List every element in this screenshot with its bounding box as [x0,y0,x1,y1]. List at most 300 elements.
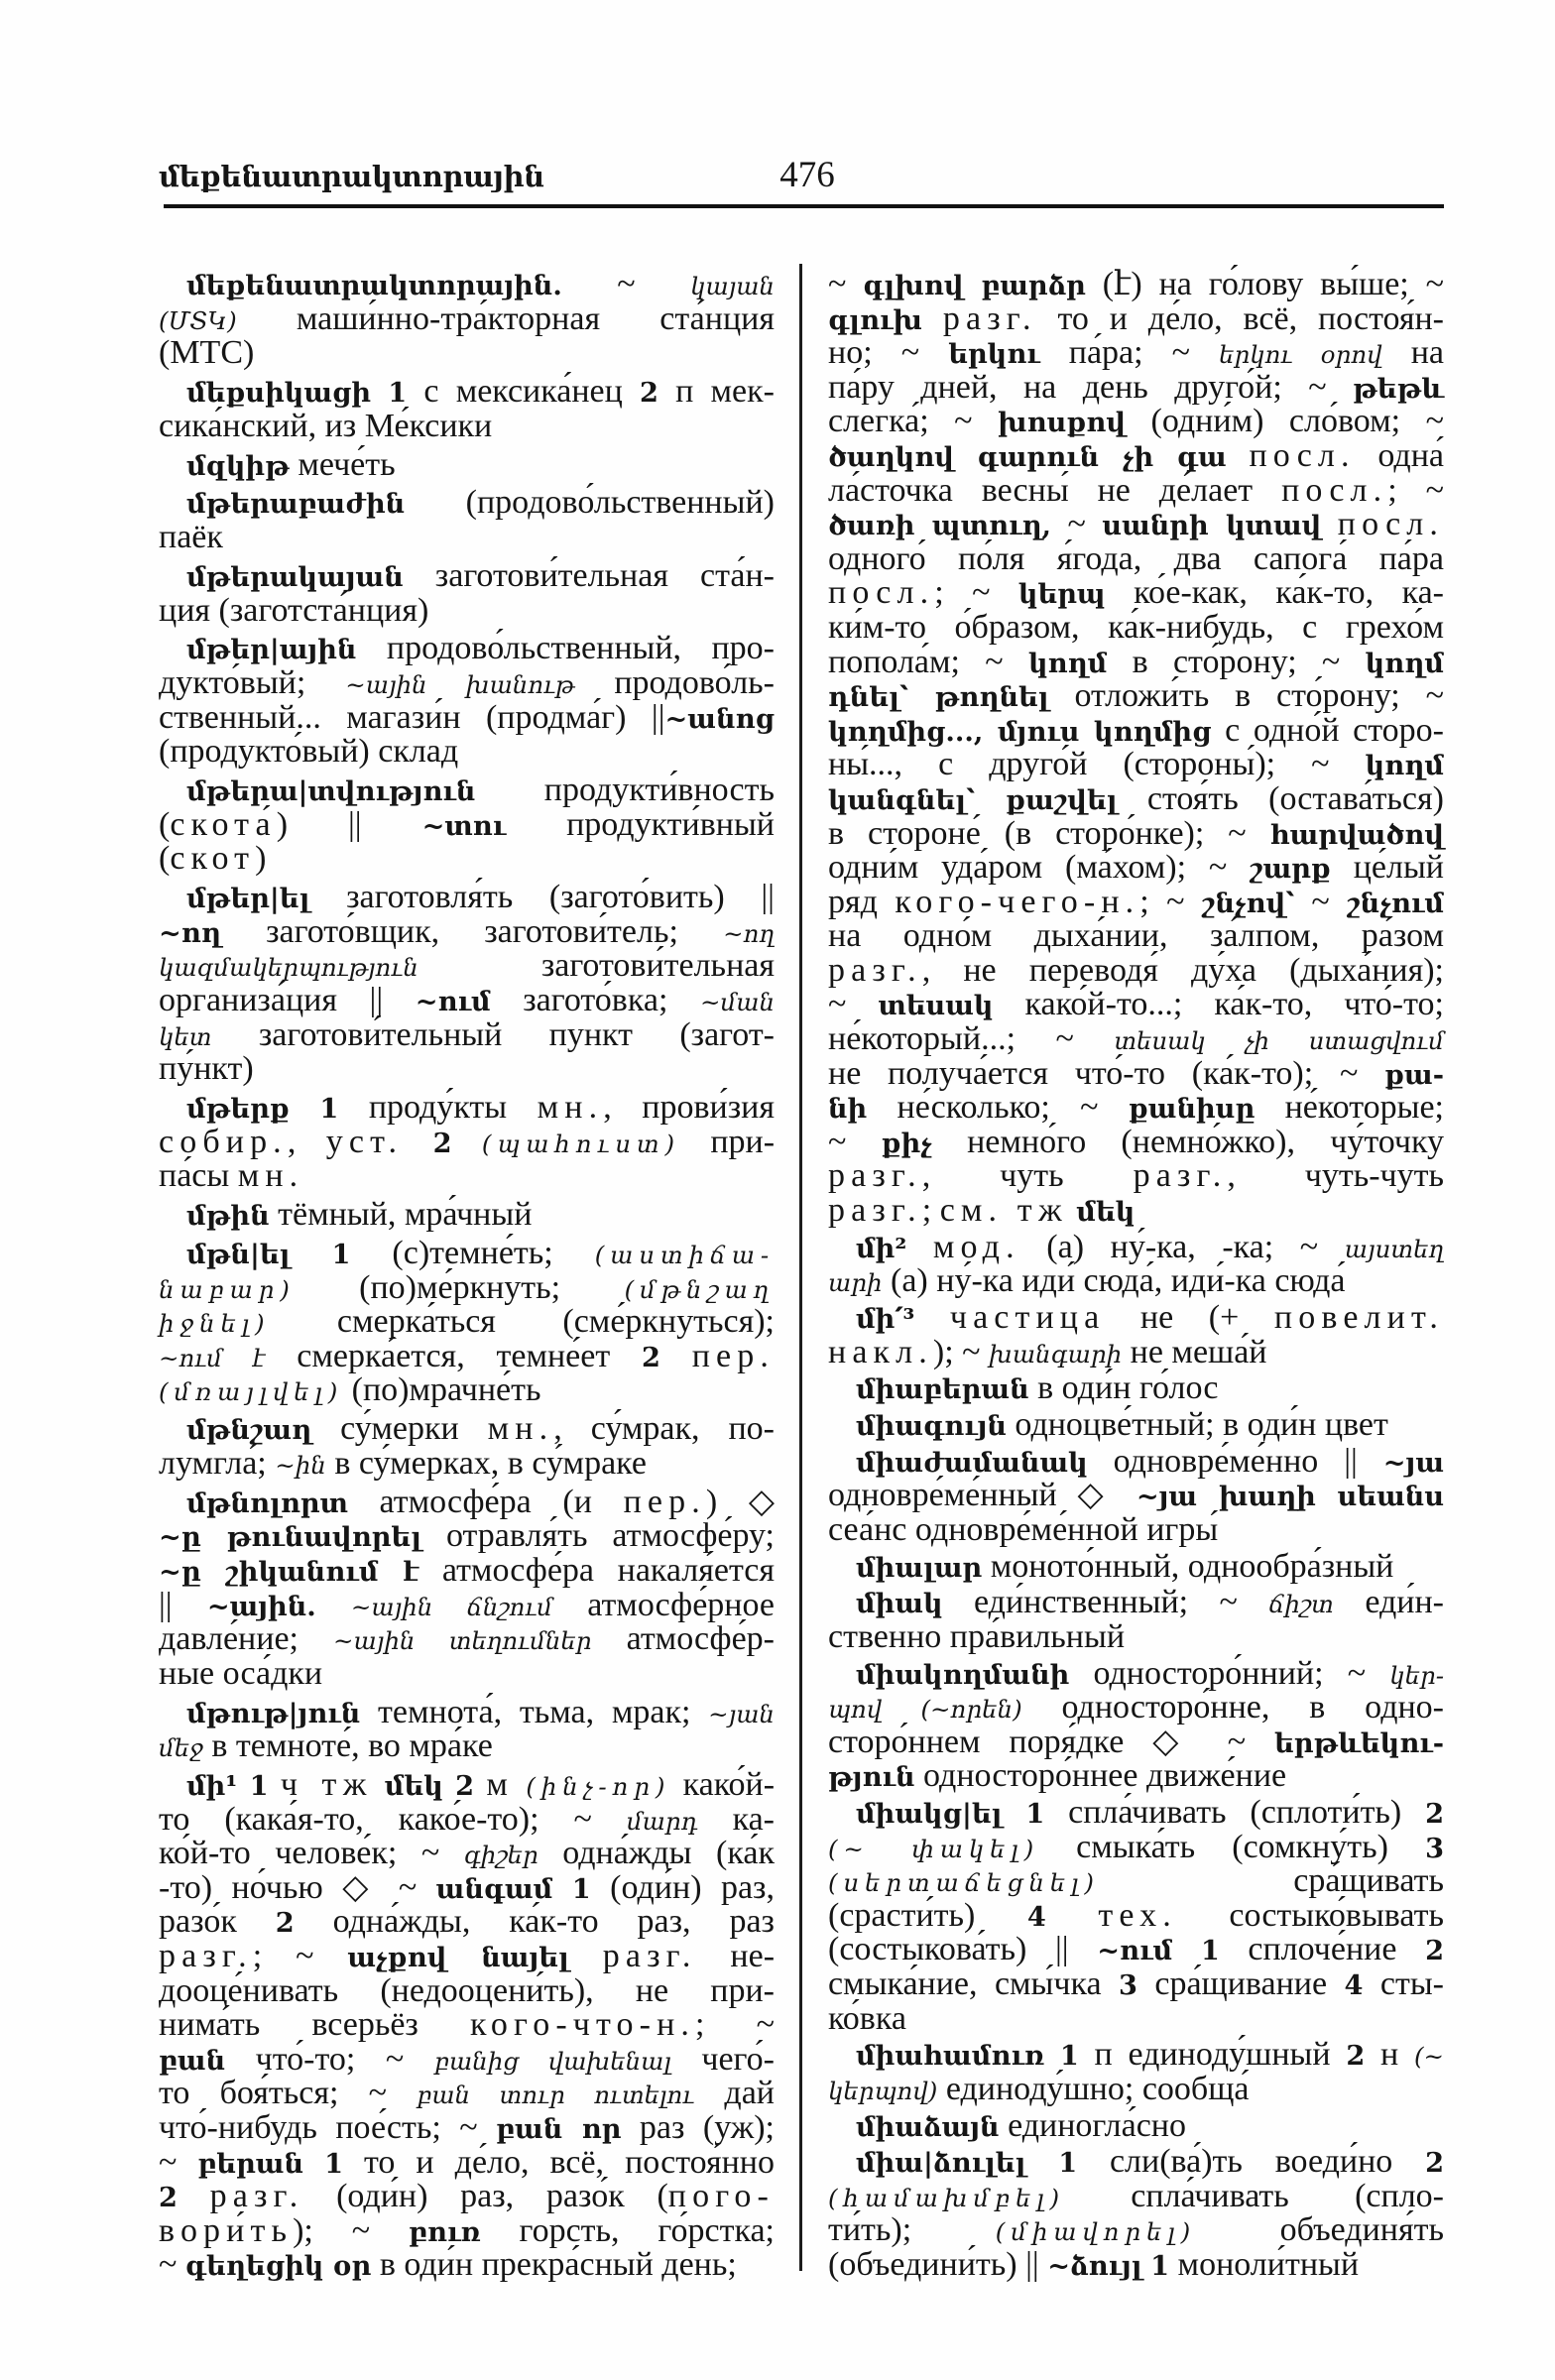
bold-term: բան որ [496,2113,622,2146]
headword: մթեր|ել [186,883,310,915]
definition-text: сли(ва́)ть воеди́но [1077,2143,1426,2181]
definition-text: су́мерки [311,1410,488,1448]
label-abbreviation: тех. [1098,1896,1177,1934]
headword: մթերակայան [186,560,404,593]
entry-line [159,1940,775,1974]
dictionary-entry [828,1547,1444,1585]
label-abbreviation: кого-что-н. [469,2006,696,2044]
header-rule [164,204,1444,208]
bold-term: գեղեցիկ օր [184,2250,372,2283]
entry-line [159,2248,775,2283]
headword: մեքենատրակտորային. [186,270,562,301]
definition-text: п мек- [658,373,775,411]
bold-term: երկու [948,338,1040,371]
definition-text: организа́ция || [159,981,416,1018]
bold-term: կանգնել՝ քաշվել [828,783,1118,816]
definition-text: одна́жды, ка́к-то раз, раз [294,1903,775,1941]
entry-line [828,1617,1444,1655]
dictionary-entry [828,1228,1445,1300]
entry-line [159,556,775,594]
label-abbreviation: пер. [623,1483,706,1520]
definition-text: (МТС) [159,334,255,372]
definition-text: (а) ну́-ка, -ка; ~ [1019,1228,1345,1265]
definition-text: горсть, го́рстка; [480,2211,775,2249]
headword: միակողմանի [856,1658,1070,1691]
entry-line [159,336,775,371]
entry-line [828,2106,1444,2144]
definition-text: паёк [159,519,223,556]
definition-text: то и де́ло, всё, постоя́нно [342,2143,775,2181]
definition-text [922,300,943,337]
headword: միակ [856,1588,943,1620]
definition-text [906,1229,933,1265]
definition-text: ; [921,1192,940,1230]
entry-line [828,1301,1444,1336]
definition-text: ( [159,805,171,843]
bold-term: աչքով նայել [347,1942,569,1974]
armenian-example: (սերտաճեցնել) [828,1868,1100,1898]
definition-text: ны́..., с друго́й (стороны́); ~ [828,746,1366,783]
definition-text: ) [255,840,267,878]
armenian-example: կազմակերպություն [159,953,419,983]
definition-text: мече́ть [289,445,396,483]
definition-text: давле́ние; [159,1620,334,1658]
definition-text: заготовля́ть (загото́вить) || [309,879,775,916]
definition-text: (состыкова́ть) || [828,1931,1098,1968]
definition-text: , чуть-чуть [1227,1157,1444,1195]
entry-line [828,1723,1444,1760]
entry-line [828,299,1444,337]
definition-text: в сто́рону; ~ [1107,643,1366,680]
entry-line [159,2040,775,2078]
entry-line [159,1654,775,1692]
label-abbreviation: мн. [237,1157,304,1195]
entry-line [159,805,775,843]
entry-line [159,1693,775,1730]
definition-text: единогла́сно [999,2106,1186,2144]
definition-text: ); ~ [932,1333,990,1370]
dictionary-entry [828,268,1444,1229]
definition-text: (объедини́ть) || [828,2245,1048,2283]
bold-term: ծաղկով գարուն չի գա [828,440,1227,473]
dictionary-entry [828,1793,1445,2037]
column-divider [799,264,802,2271]
definition-text: односторо́нний; ~ [1069,1654,1390,1692]
entry-line [828,2213,1444,2248]
definition-text [1046,1897,1099,1934]
definition-text: не́сколько; ~ [867,1089,1129,1127]
definition-text: слегка́; ~ [828,403,999,440]
label-abbreviation: разг. [828,1192,922,1230]
bold-term: նի [828,1093,868,1126]
armenian-example: (ՄՏԿ) [159,305,237,335]
right-column [828,268,1444,2283]
label-abbreviation: мод. [932,1228,1020,1265]
entry-line [159,1052,775,1087]
entry-line [828,1864,1444,1899]
entry-line [828,1091,1444,1126]
headword: միակց|ել [856,1797,1003,1830]
definition-text [569,1938,603,1974]
definition-text: с мексика́нец [407,373,641,411]
entry-line [828,1759,1444,1794]
definition-text [443,1766,455,1803]
bold-term: դնել՝ թողնել [828,681,1049,714]
definition-text: пу́нкт) [159,1050,254,1088]
armenian-example: ~ում է [159,1343,266,1372]
headword: միալար [856,1551,983,1584]
label-abbreviation: см. тж [939,1192,1068,1230]
entry-line [828,539,1444,577]
entry-line [828,608,1444,646]
entry-line [828,1793,1445,1831]
definition-text: односторо́нне, в одно- [1021,1689,1445,1726]
definition-text: ( [159,840,171,878]
bold-term: կողմ [1027,647,1108,679]
definition-text [316,1587,351,1623]
bold-term: 2 [159,2182,178,2214]
bold-term: 2 [1346,2040,1366,2073]
bold-term: բերան [197,2147,304,2180]
headword: մթերա|տվություն [186,775,476,808]
definition-text: при- [679,1123,776,1160]
armenian-example: ~ման [699,987,775,1016]
entry-line [159,1198,775,1233]
entry-line [828,2070,1444,2107]
armenian-example: (մռայլվել) [159,1377,344,1407]
definition-text: ла́сточка весны́ не де́лает [828,471,1282,509]
entry-line [159,1800,775,1838]
entry-line [159,486,775,521]
armenian-example: (~ [1413,2042,1445,2072]
dictionary-entry [828,1405,1444,1443]
headword: միա|ձուլել [856,2147,1026,2180]
bold-term: 1 [1058,2147,1078,2180]
entry-line [828,1999,1444,2037]
entry-line [828,2145,1444,2180]
definition-text: ственно пра́вильный [828,1617,1126,1655]
definition-text: не́который...; ~ [828,1020,1115,1058]
entry-line [828,368,1444,406]
dictionary-entry [828,1586,1444,1654]
definition-text: проду́кты [338,1089,538,1127]
entry-line [828,679,1444,714]
dictionary-entry [159,1237,775,1408]
entry-line [828,951,1444,989]
bold-term: 1 [324,2147,343,2180]
armenian-example: ~ային տեղումներ [333,1626,592,1656]
entry-line [828,1691,1444,1726]
headword: մի՛³ [856,1303,915,1335]
definition-text: одни́м уда́ром (ма́хом); ~ [828,849,1251,887]
definition-text: на [1381,334,1445,372]
definition-text: в су́мерках, в су́мраке [325,1444,647,1482]
label-abbreviation: скота́ [170,805,277,843]
entry-line [159,1444,775,1482]
definition-text: продукти́вность [475,772,775,809]
label-abbreviation: вори́ть [159,2211,294,2249]
entry-line [828,711,1445,749]
headword: միահամուռ [856,2040,1045,2073]
label-abbreviation: ч тж [280,1766,373,1804]
bold-term: շարք [1250,853,1331,886]
definition-text: атмосфе́ра накаля́ется [419,1551,775,1589]
entry-line [828,2177,1444,2214]
definition-text: с одно́й сторо- [1211,711,1445,749]
entry-line [828,2038,1444,2073]
definition-text: ~ [561,266,691,302]
entry-line [159,1868,775,1906]
armenian-example: ~ային խանութ [345,670,575,700]
bold-term: երթևեկու- [1274,1726,1444,1759]
definition-text: смыка́ть (сомкну́ть) [1039,1828,1426,1865]
entry-line [159,1373,775,1408]
armenian-example: կայան [690,272,775,300]
bold-term: կողմից..., մյուս կողմից [828,715,1212,748]
dictionary-entry [159,268,775,371]
definition-text: не получа́ется что́-то (ка́к-то); ~ [828,1054,1385,1092]
dictionary-entry [828,1654,1445,1795]
definition-text: (по)мрачне́ть [343,1371,541,1409]
bold-term: 2 [275,1907,295,1940]
definition-text: ); ~ [293,2211,410,2249]
definition-text: загото́вка; [490,981,700,1018]
definition-text: одного́ по́ля я́года, два сапога́ па́ра [828,539,1444,577]
bold-term: 2 [641,1341,660,1373]
bold-term: ~յա խաղի սեանս [1136,1481,1445,1513]
headword: մթնոլորտ [186,1487,348,1519]
entry-line [159,912,775,950]
bold-term: ~ող [159,916,221,949]
entry-line [159,407,775,444]
entry-line [828,268,1444,302]
armenian-example: (համախմբել) [828,2183,1065,2212]
bold-term: գլխով բարձր [863,270,1086,301]
entry-line [159,2180,775,2214]
entry-line [828,1828,1444,1865]
definition-text: дукто́вый; [159,664,346,702]
headword: մթնշաղ [186,1414,312,1447]
definition-text [372,1766,384,1803]
entry-line [159,1091,775,1126]
entry-line [828,1022,1444,1057]
entry-line [159,698,775,736]
label-abbreviation: накл. [828,1333,933,1370]
bold-term: 3 [1119,1968,1137,2001]
definition-text: (одни́м) сло́вом; ~ [1126,403,1444,440]
label-abbreviation: пого- [667,2178,775,2215]
definition-text: отравля́ть атмосфе́ру; [421,1517,775,1555]
definition-text: ~ [159,2143,198,2181]
bold-term: 1 [331,1239,351,1270]
definition-text: н [1365,2036,1414,2074]
armenian-example: տեսակ չի ստացվում [1114,1026,1444,1056]
bold-term: 2 [432,1127,452,1159]
entry-line [828,1371,1444,1406]
definition-text: п единоду́шный [1078,2036,1347,2074]
entry-line [159,2077,775,2111]
definition-text: маши́нно-тра́кторная ста́нция [236,299,775,337]
entry-line [159,981,775,1018]
bold-term: քանիսը [1128,1093,1256,1126]
bold-term: 1 [1200,1935,1220,1967]
definition-text: моното́нный, однообра́зный [982,1547,1394,1585]
bold-term: թեթև [1353,372,1444,405]
running-head: մեքենատրակտորային [159,160,544,193]
definition-text [1321,506,1338,542]
label-abbreviation: собир. [159,1123,288,1160]
definition-text: что́-то; ~ [225,2040,434,2078]
dictionary-entry [159,881,775,1087]
bold-term: քիչ [881,1127,932,1159]
definition-text: односторо́ннее движе́ние [914,1757,1287,1795]
dictionary-entry [159,445,775,483]
label-abbreviation: посл. [1337,506,1444,543]
definition-text: одновре́ме́нный ◇ [828,1477,1136,1514]
bold-term: կերպ [1017,578,1106,611]
definition-text: па́ра; ~ [1039,334,1220,372]
definition-text: сра́щивание [1136,1964,1345,2002]
definition-text: загото́вщик, заготови́тель; [220,912,724,950]
definition-text: спла́чивать (сплоти́ть) [1044,1793,1426,1831]
bold-term: ծառի պտուղ, [828,510,1052,542]
headword: միաձայն [856,2110,1000,2143]
headword: մի² [856,1232,907,1264]
armenian-example: երկու օրով [1219,340,1382,370]
entry-line [159,1971,775,2009]
dictionary-entry [828,2145,1444,2282]
label-abbreviation: мн. [487,1410,554,1448]
entry-line [828,1654,1444,1692]
label-abbreviation: повелит. [1273,1299,1444,1336]
entry-line [159,1159,775,1194]
bold-term: բան [159,2044,226,2077]
armenian-example: բան տուր ուտելու [417,2081,695,2110]
armenian-example: ~ային ճնշում [350,1592,553,1621]
dictionary-entry [159,774,775,877]
definition-text: дооце́нивать (недооцени́ть), не при- [159,1971,775,2009]
definition-text: то и де́ло, всё, постоя́н- [1036,299,1444,337]
bold-term: ~անոց [664,702,775,735]
entry-line [159,1837,775,1871]
entry-line [828,1510,1444,1548]
definition-text: атмосфе́р- [591,1620,775,1658]
entry-line [828,1159,1444,1194]
definition-text: ка- [697,1800,775,1838]
dictionary-entry [159,1091,775,1194]
bold-term: 2 [1425,1797,1445,1830]
headword: մթերք [186,1093,290,1126]
bold-term: սանրի կտավ [1102,510,1322,542]
entry-line [828,1442,1444,1480]
definition-text: одна́ [1355,436,1444,474]
definition-text: це́лый [1330,849,1444,887]
entry-line [828,1933,1444,1967]
definition-text [371,373,388,410]
definition-text: || [159,1586,207,1623]
definition-text: то (кака́я-то, како́е-то); ~ [159,1800,627,1838]
entry-line [159,445,775,483]
bold-term: ~ային. [206,1590,316,1622]
definition-text: спла́чивать (спло- [1064,2177,1444,2214]
entry-line [828,851,1444,886]
headword: մթն|ել [186,1239,291,1270]
definition-text: па́сы [159,1157,238,1195]
bold-term: ~տու [421,809,507,842]
entry-line [828,1964,1444,2002]
bold-term: 1 [319,1093,339,1126]
definition-text: не- [696,1938,776,1975]
entry-line [828,1479,1444,1513]
definition-text: како́й- [670,1766,776,1804]
entry-line [159,2143,775,2181]
definition-text: сра́щивать [1099,1862,1444,1900]
bold-term: 3 [1425,1832,1444,1864]
armenian-example: արի [828,1268,883,1298]
dictionary-entry [159,1693,775,1765]
label-abbreviation: частица [949,1299,1106,1336]
entry-line [159,2111,775,2146]
entry-line [828,1333,1444,1370]
definition-text: ти́ть); [828,2211,996,2249]
definition-text: в стороне́ (в сторо́нке); ~ [828,814,1270,852]
definition-text: (по)ме́ркнуть; [295,1268,625,1306]
armenian-example: այստեղ [1344,1234,1445,1263]
definition-text [451,1124,481,1160]
definition-text: (срасти́ть) [828,1896,1027,1934]
definition-text: , [287,1123,326,1160]
label-abbreviation: посл. [1249,436,1356,474]
definition-text: ; ~ [934,574,1018,612]
definition-text: ки́м-то о́бразом, ка́к-нибудь, с грехо́м [828,608,1444,646]
definition-text: , не переводя́ ду́ха (дыха́ния); [921,951,1444,989]
entry-line [828,336,1444,371]
entry-line [828,919,1444,954]
bold-term: ~ում [415,985,491,1017]
armenian-example: ~յան [708,1699,775,1728]
entry-line [159,1015,775,1053]
definition-text: продукти́вный [506,805,775,843]
armenian-example: գիշեր [463,1841,538,1870]
definition-text: сика́нский, из Ме́ксики [159,407,493,444]
entry-line [828,405,1444,439]
definition-text: ко́вка [828,1999,906,2037]
entry-line [159,2008,775,2043]
definition-text: ные оса́дки [159,1654,323,1692]
bold-term: գլուխ [828,303,922,336]
definition-text: атмосфе́ра (и [347,1483,624,1520]
entry-line [159,1586,775,1623]
armenian-example: ճիշտ [1268,1590,1334,1619]
definition-text [552,1869,571,1906]
bold-term: ~ձույլ [1047,2249,1142,2282]
entry-line [828,988,1444,1022]
headword: միաժամանակ [856,1446,1088,1479]
entry-line [159,268,775,302]
definition-text: продово́льственный, про- [356,630,775,667]
bold-term: մեկ [384,1770,443,1803]
definition-text [178,2178,210,2214]
definition-text: раз (уж); [621,2109,775,2147]
armenian-example: (ինչ-որ) [526,1772,671,1802]
bold-term: շնչում [1347,887,1445,919]
definition-text: темнота́, тьма, мрак; [360,1693,709,1730]
definition-text: , прови́зия [603,1089,775,1127]
entry-line [159,1337,775,1374]
definition-text [660,1338,692,1374]
definition-text: отложи́ть в сто́рону; ~ [1048,677,1444,715]
definition-text: ~ [1294,883,1348,920]
